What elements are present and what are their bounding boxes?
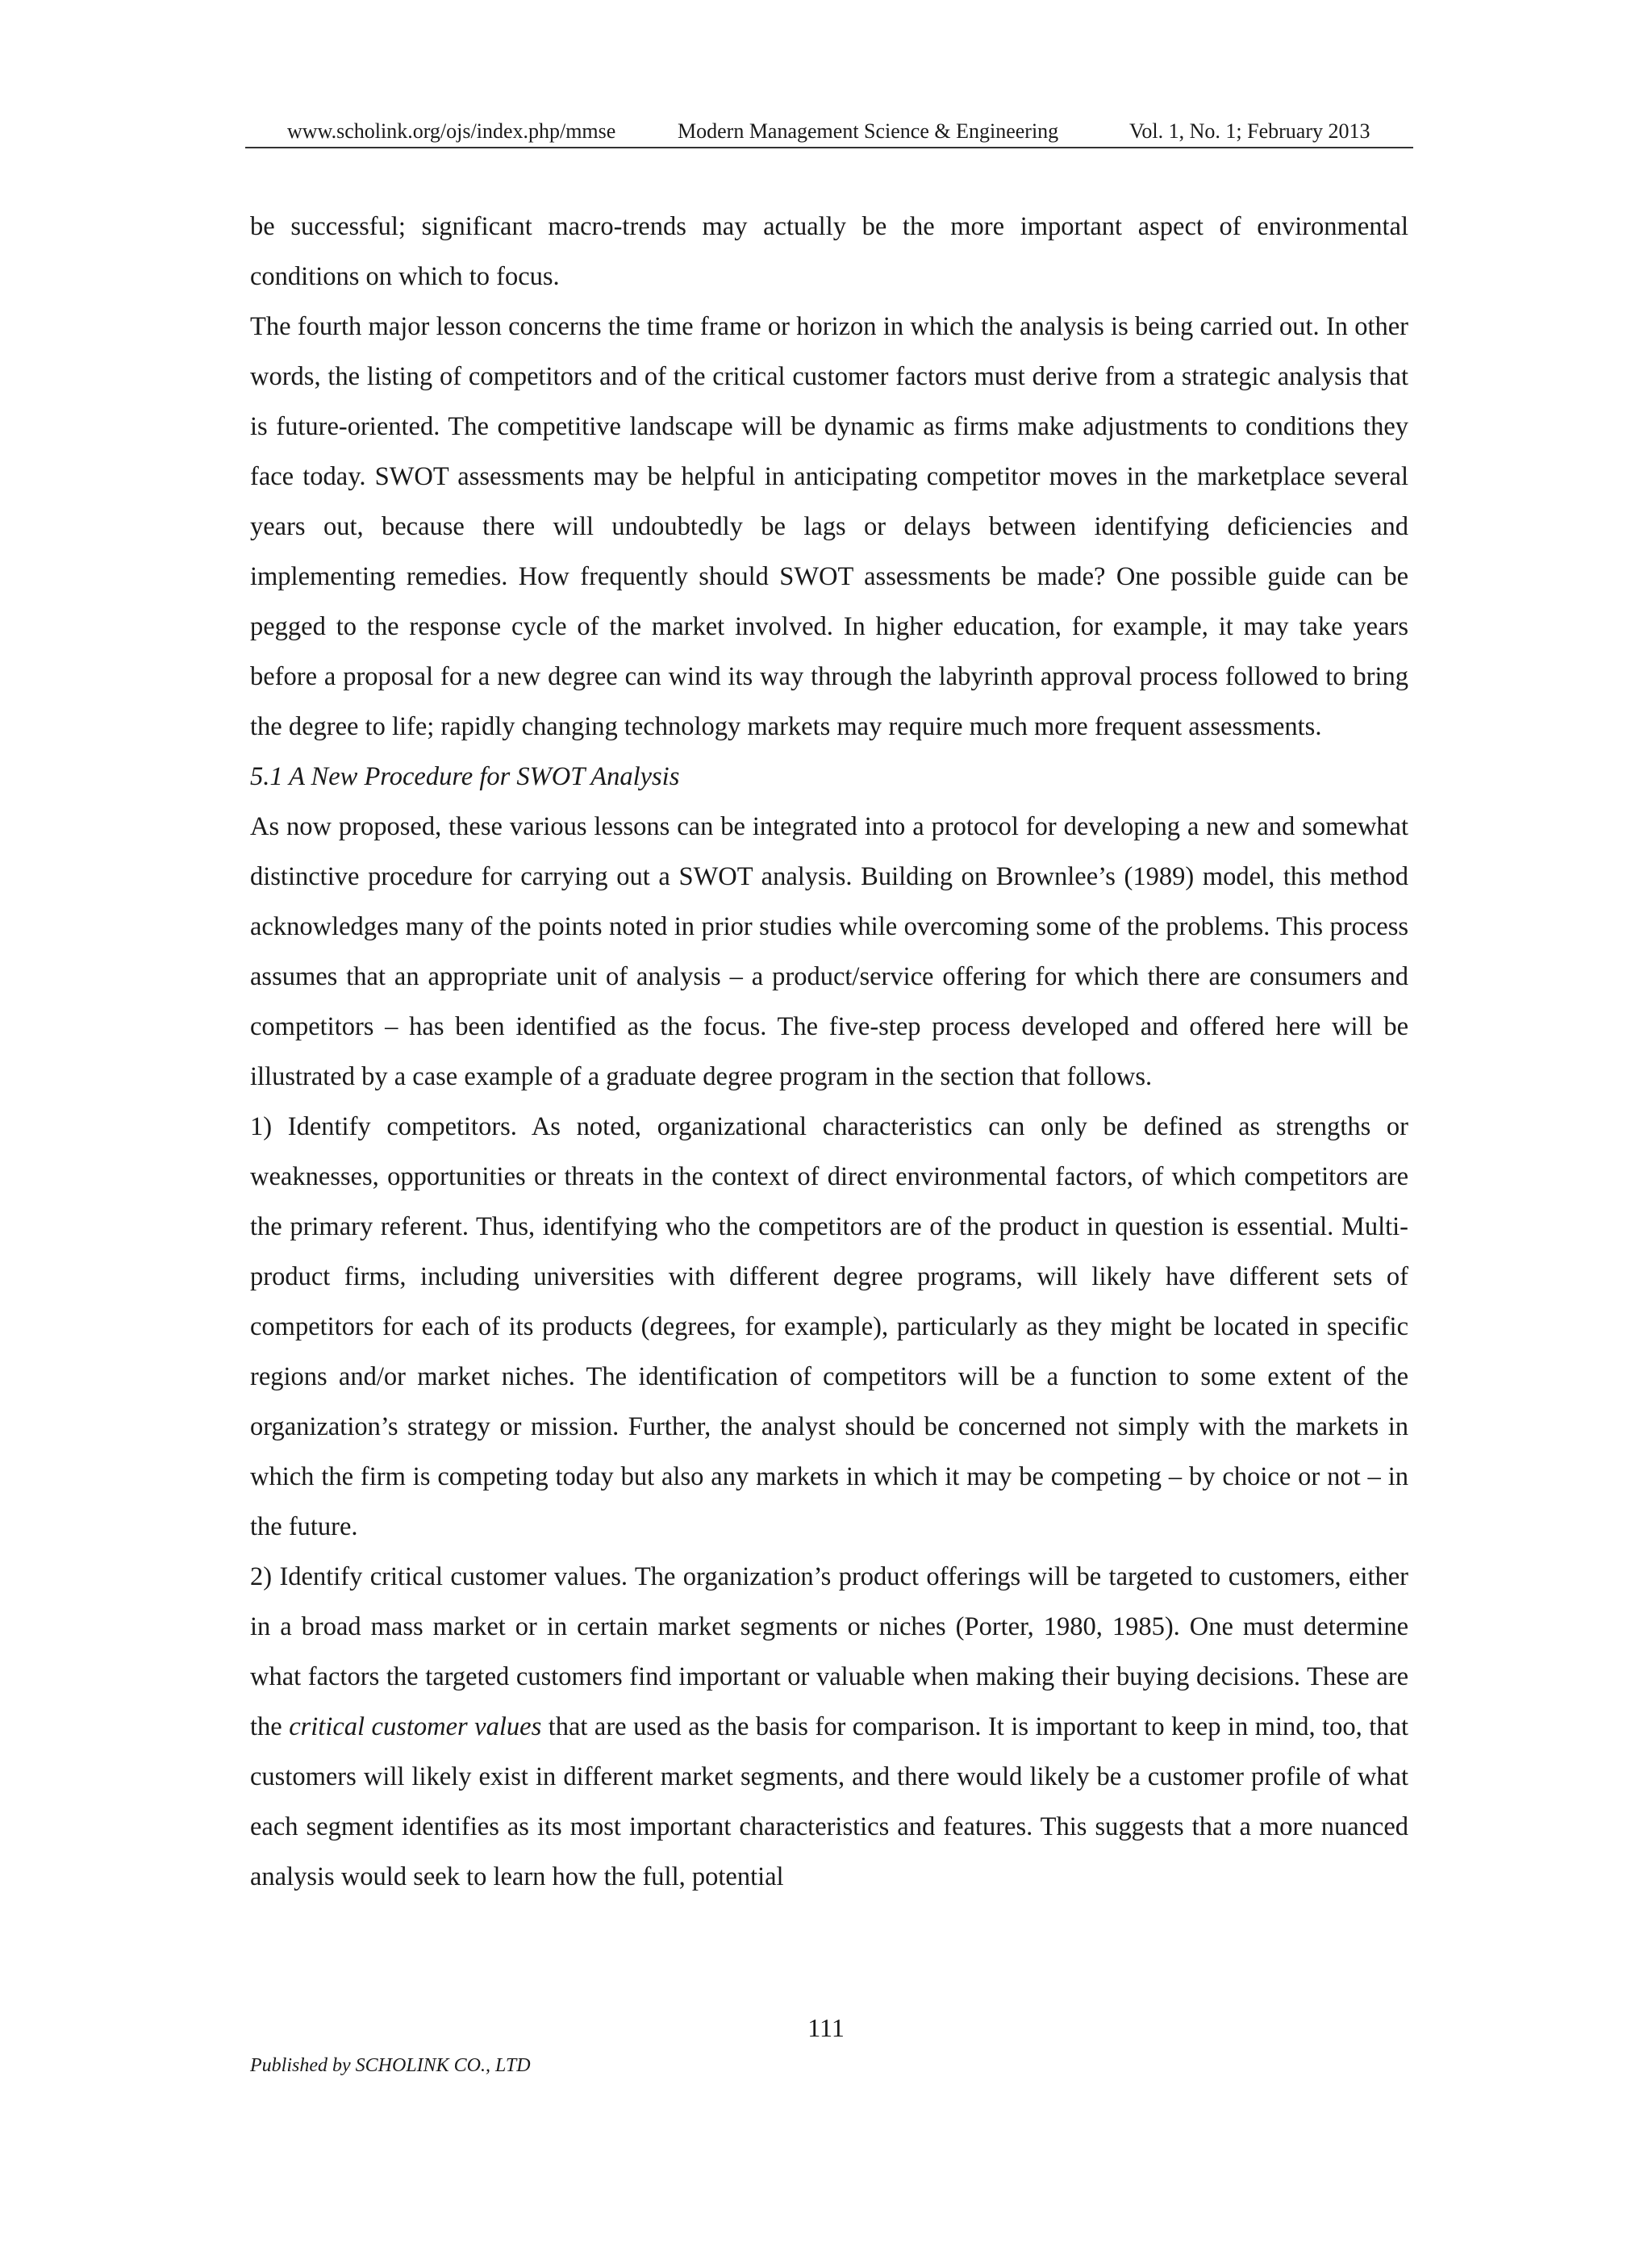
paragraph-text-start: 2) Identify critical customer values. The organization’s product offerings will be targeted to customers, either in a broad mass market or in certain market segments or niches (Porter, 1980, 1985). One must determine what factors the targeted customers find important or valuable when making their buying decisions. These are the [250,1562,1408,1741]
journal-url: www.scholink.org/ojs/index.php/mmse [287,119,616,143]
article-body [250,202,1408,1902]
page-number: 111 [807,2013,845,2042]
paragraph-macro-trends: be successful; significant macro-trends may actually be the more important aspect of environmental conditions on which to focus. [250,212,1408,291]
emphasized-term: critical customer values [289,1712,542,1741]
section-heading: 5.1 A New Procedure for SWOT Analysis [250,762,680,791]
paragraph-fourth-lesson: The fourth major lesson concerns the time frame or horizon in which the analysis is being carried out. In other words, the listing of competitors and of the critical customer factors must derive from a strategic analysis that is future-oriented. The competitive landscape will be dynamic as firms make adjustments to conditions they face today. SWOT assessments may be helpful in anticipating competitor moves in the marketplace several years out, because there will undoubtedly be lags or delays between identifying deficiencies and implementing remedies. How frequently should SWOT assessments be made? One possible guide can be pegged to the response cycle of the market involved. In higher education, for example, it may take years before a proposal for a new degree can wind its way through the labyrinth approval process followed to bring the degree to life; rapidly changing technology markets may require much more frequent assessments. [250,312,1408,741]
journal-title: Modern Management Science & Engineering [678,119,1059,143]
paragraph-identify-competitors: 1) Identify competitors. As noted, organizational characteristics can only be defined as strengths or weaknesses, opportunities or threats in the context of direct environmental factors, of which competitors are the primary referent. Thus, identifying who the competitors are of the product in question is essential. Multi-product firms, including universities with different degree programs, will likely have different sets of competitors for each of its products (degrees, for example), particularly as they might be located in specific regions and/or market niches. The identification of competitors will be a function to some extent of the organization’s strategy or mission. Further, the analyst should be concerned not simply with the markets in which the firm is competing today but also any markets in which it may be competing – by choice or not – in the future. [250,1112,1408,1541]
paragraph-new-procedure: As now proposed, these various lessons can be integrated into a protocol for developing a new and somewhat distinctive procedure for carrying out a SWOT analysis. Building on Brownlee’s (1989) model, this method acknowledges many of the points noted in prior studies while overcoming some of the problems. This process assumes that an appropriate unit of analysis – a product/service offering for which there are consumers and competitors – has been identified as the focus. The five-step process developed and offered here will be illustrated by a case example of a graduate degree program in the section that follows. [250,812,1408,1091]
paragraph-critical-customer-values [250,1552,1408,1902]
volume-issue: Vol. 1, No. 1; February 2013 [1129,119,1370,143]
publisher-footer: Published by SCHOLINK CO., LTD [250,2055,531,2076]
running-header [245,115,1413,148]
paragraph-text-end: that are used as the basis for comparison. It is important to keep in mind, too, that customers will likely exist in different market segments, and there would likely be a customer profile of what each segment identifies as its most important characteristics and features. This suggests that a more nuanced analysis would seek to learn how the full, potential [250,1712,1408,1891]
